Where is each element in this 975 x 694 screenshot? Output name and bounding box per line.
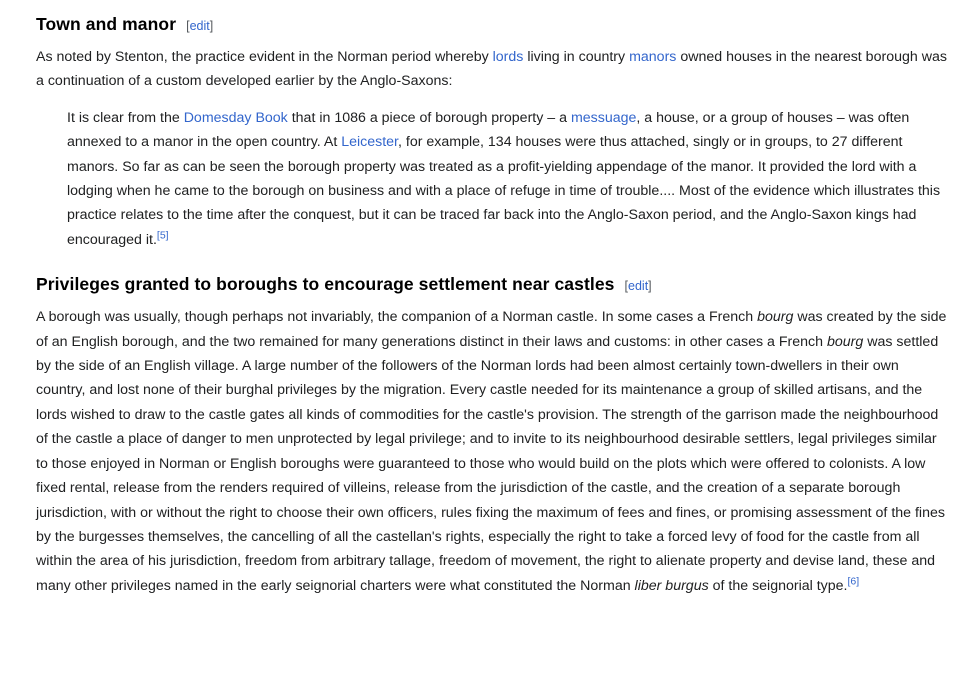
link-messuage[interactable]: messuage [570,109,637,126]
privileges-text-4: of the seignorial type. [708,577,848,594]
emphasis-bourg-1: bourg [757,309,794,326]
intro-text-2: living in country [523,48,630,65]
quote-text-4: , for example, 134 houses were thus attached, singly or in groups, to 27 different manors. So far as can be seen the borough property was treated as a profit-yielding appendage of the manor. It provided the lord with a lodging when he came to the borough on business and with a place of refuge in time of trouble.... Most of the evidence which illustrates this practice relates to the time after the conquest, but it can be traced far back into the Anglo-Saxon period, and the Anglo-Saxon kings had encouraged it. [67,134,941,248]
link-domesday-book[interactable]: Domesday Book [183,109,288,126]
intro-text-3: owned houses in the nearest borough was a continuation of a custom developed earlier by the Anglo-Saxons: [36,48,947,90]
edit-link-label[interactable]: edit [189,19,210,33]
edit-section-link-privileges[interactable] [625,279,652,293]
edit-link-label[interactable]: edit [628,279,649,294]
privileges-text-3: was settled by the side of an English village. A large number of the followers of the Norman lords had been almost certainly town-dwellers in their own country, and lost none of their burghal privileges by the migration. Every castle needed for its maintenance a group of skilled artisans, and the lords wished to draw to the castle gates all kinds of commodities for the castle's provision. The strength of the garrison made the neighbourhood of the castle a place of danger to men unprotected by legal privilege; and to invite to its neighbourhood desirable settlers, legal privileges similar to those enjoyed in Norman or English boroughs were guaranteed to those who would build on the plots which were offered to colonists. A low fixed rental, release from the renders required of villeins, release from the jurisdiction of the castle, and the creation of a separate borough jurisdiction, with or without the right to choose their own officers, rules fixing the maximum of fees and fines, or promising assessment of the fines by the burgesses themselves, the cancelling of all the castellan's rights, especially the right to take a forced levy of food for the castle from all within the area of his jurisdiction, freedom from arbitrary tallage, freedom of movement, the right to alienate property and devise land, these and many other privileges named in the early seignorial charters were what constituted the Norman [36,333,945,594]
privileges-paragraph [36,305,948,598]
emphasis-bourg-2: bourg [827,333,864,350]
intro-paragraph [36,45,948,94]
edit-bracket-open: [ [624,279,629,294]
block-quotation [67,106,948,253]
reference-marker-5[interactable] [157,229,169,241]
edit-bracket-close: ] [209,19,214,33]
privileges-text-2: was created by the side of an English borough, and the two remained for many generations distinct in their laws and customs: in other cases a French [36,309,947,350]
section-title-privileges: Privileges granted to boroughs to encourage settlement near castles [36,274,615,295]
emphasis-liber-burgus: liber burgus [634,577,709,594]
edit-bracket-close: ] [648,279,652,294]
section-heading-privileges [36,274,948,296]
edit-section-link-town-and-manor[interactable] [186,19,213,33]
privileges-text-1: A borough was usually, though perhaps not invariably, the companion of a Norman castle. In some cases a French [36,309,758,326]
link-lords[interactable]: lords [492,48,524,65]
reference-link-5[interactable]: [5] [156,229,169,242]
link-manors[interactable]: manors [629,48,677,65]
reference-link-6[interactable]: [6] [847,575,860,588]
edit-bracket-open: [ [186,19,190,33]
quote-text-2: that in 1086 a piece of borough property – a [287,109,571,126]
intro-text-1: As noted by Stenton, the practice evident in the Norman period whereby [36,48,493,65]
link-leicester[interactable]: Leicester [341,134,399,151]
section-heading-town-and-manor [36,14,948,36]
quote-text-3: , a house, or a group of houses – was often annexed to a manor in the open country. At [67,109,910,151]
page-title: Town and manor [36,14,177,34]
reference-marker-6[interactable] [848,575,860,587]
quote-text-1: It is clear from the [67,109,184,126]
